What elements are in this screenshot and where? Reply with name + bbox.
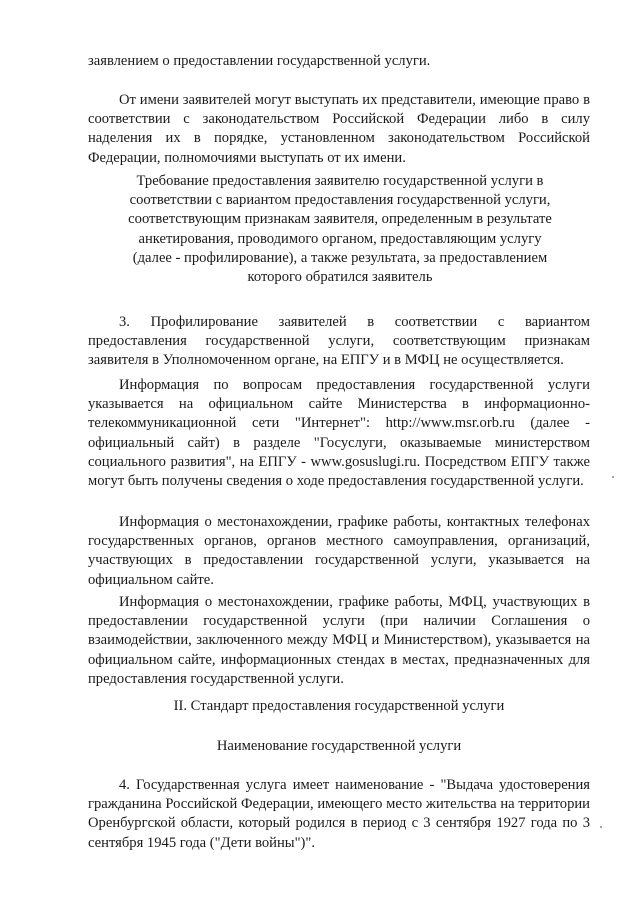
paragraph-4-service-name: 4. Государственная услуга имеет наименование - "Выдача удостоверения гражданина Российской Федерации, имеющего место жительства на территории Оренбургской области, который родился в период с 3 сентября 1927 года по 3 сентября 1945 года ("Дети войны")". [88, 777, 590, 851]
scan-speck [612, 476, 614, 478]
section-heading-standard: II. Стандарт предоставления государственной услуги [173, 698, 505, 714]
paragraph-representatives: От имени заявителей могут выступать их представители, имеющие право в соответствии с законодательством Российской Федерации либо в силу наделения их в порядке, установленном законодательством Российской Федерации, полномочиями выступать от их имени. [88, 92, 590, 166]
section-heading-service-name: Наименование государственной услуги [216, 738, 462, 754]
paragraph-mfc-info: Информация о местонахождении, графике работы, МФЦ, участвующих в предоставлении государственной услуги (при наличии Соглашения о взаимодействии, заключенного между МФЦ и Министерством), указывается на официальном сайте, информационных стендах в местах, предназначенных для предоставления государственной услуги. [88, 594, 590, 687]
scan-speck [600, 826, 602, 828]
paragraph-location-info: Информация о местонахождении, графике работы, контактных телефонах государственных органов, органов местного самоуправления, организаций, участвующих в предоставлении государственной услуги, указывается на официальном сайте. [88, 514, 590, 588]
paragraph-info-official-site: Информация по вопросам предоставления государственной услуги указывается на официальном сайте Министерства в информационно-телекоммуникационной сети "Интернет": http://www.msr.orb.ru (далее - официальный сайт) в разделе "Госуслуги, оказываемые министерством социального развития", на ЕПГУ - www.gosuslugi.ru. Посредством ЕПГУ также могут быть получены сведения о ходе предоставления государственной услуги. [88, 377, 590, 490]
paragraph-continuation: заявлением о предоставлении государственной услуги. [88, 53, 431, 69]
paragraph-3-profiling: 3. Профилирование заявителей в соответствии с вариантом предоставления государственной услуги, соответствующим признакам заявителя в Уполномоченном органе, на ЕПГУ и в МФЦ не осуществляется. [88, 314, 590, 369]
section-heading-profiling: Требование предоставления заявителю государственной услуги в соответствии с вариантом предоставления государственной услуги, соответствующим признакам заявителя, определенным в результате анкетирования, проводимого органом, предоставляющим услугу (далее - профилирование), а также результата, за предоставлением которого обратился заявитель [128, 173, 552, 286]
